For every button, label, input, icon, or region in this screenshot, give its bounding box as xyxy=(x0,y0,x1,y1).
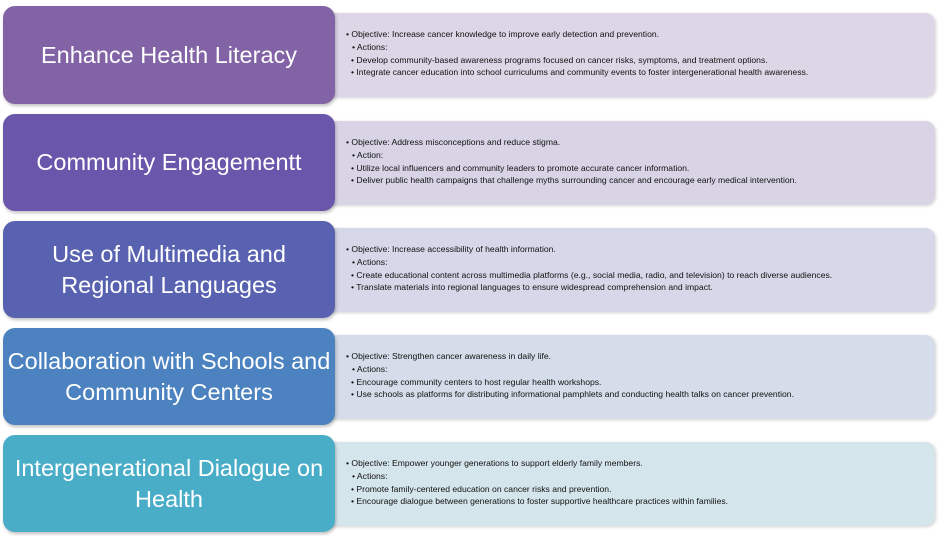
action-item: • Promote family-centered education on cancer risks and prevention. xyxy=(351,483,612,494)
strategy-title-tile xyxy=(3,435,335,532)
details-panel xyxy=(318,228,935,312)
objective-text: • Objective: Empower younger generations to support elderly family members. xyxy=(346,458,643,468)
strategy-title: Collaboration with Schools and Community Centers xyxy=(7,347,331,405)
action-item: • Encourage community centers to host regular health workshops. xyxy=(351,376,602,387)
details-panel xyxy=(318,335,935,419)
objective-text: • Objective: Increase accessibility of health information. xyxy=(346,244,556,254)
objective-text: • Objective: Strengthen cancer awareness in daily life. xyxy=(346,351,552,361)
action-item: • Develop community-based awareness programs focused on cancer risks, symptoms, and treatment options. xyxy=(351,54,768,65)
details-panel xyxy=(318,121,935,205)
action-item: • Deliver public health campaigns that challenge myths surrounding cancer and encourage early medical intervention. xyxy=(351,175,797,186)
strategy-title-tile xyxy=(3,6,335,104)
objective-text: • Objective: Increase cancer knowledge to improve early detection and prevention. xyxy=(346,29,660,39)
strategy-title-tile xyxy=(3,328,335,425)
actions-label: • Actions: xyxy=(352,470,388,481)
actions-label: • Actions: xyxy=(352,363,388,374)
strategy-title: Intergenerational Dialogue on Health xyxy=(14,454,324,512)
actions-label: • Actions: xyxy=(352,41,388,52)
details-panel xyxy=(318,442,935,526)
action-item: • Encourage dialogue between generations to foster supportive healthcare practices within families. xyxy=(351,496,729,507)
objective-text: • Objective: Address misconceptions and reduce stigma. xyxy=(346,137,561,147)
action-item: • Utilize local influencers and community leaders to promote accurate cancer information. xyxy=(351,162,690,173)
strategy-title: Enhance Health Literacy xyxy=(40,41,298,68)
strategy-title-tile xyxy=(3,114,335,211)
actions-label: • Action: xyxy=(352,149,384,160)
strategy-title-tile xyxy=(3,221,335,318)
action-item: • Integrate cancer education into school curriculums and community events to foster intergenerational health awareness. xyxy=(351,67,809,78)
details-panel xyxy=(318,13,935,97)
action-item: • Translate materials into regional languages to ensure widespread comprehension and impact. xyxy=(351,282,713,293)
strategy-title: Use of Multimedia and Regional Languages xyxy=(52,240,286,298)
actions-label: • Actions: xyxy=(352,256,388,267)
action-item: • Use schools as platforms for distributing informational pamphlets and conducting health talks on cancer prevention. xyxy=(351,389,794,400)
strategy-title: Community Engagementt xyxy=(36,149,302,175)
action-item: • Create educational content across multimedia platforms (e.g., social media, radio, and television) to reach diverse audiences. xyxy=(351,269,833,280)
